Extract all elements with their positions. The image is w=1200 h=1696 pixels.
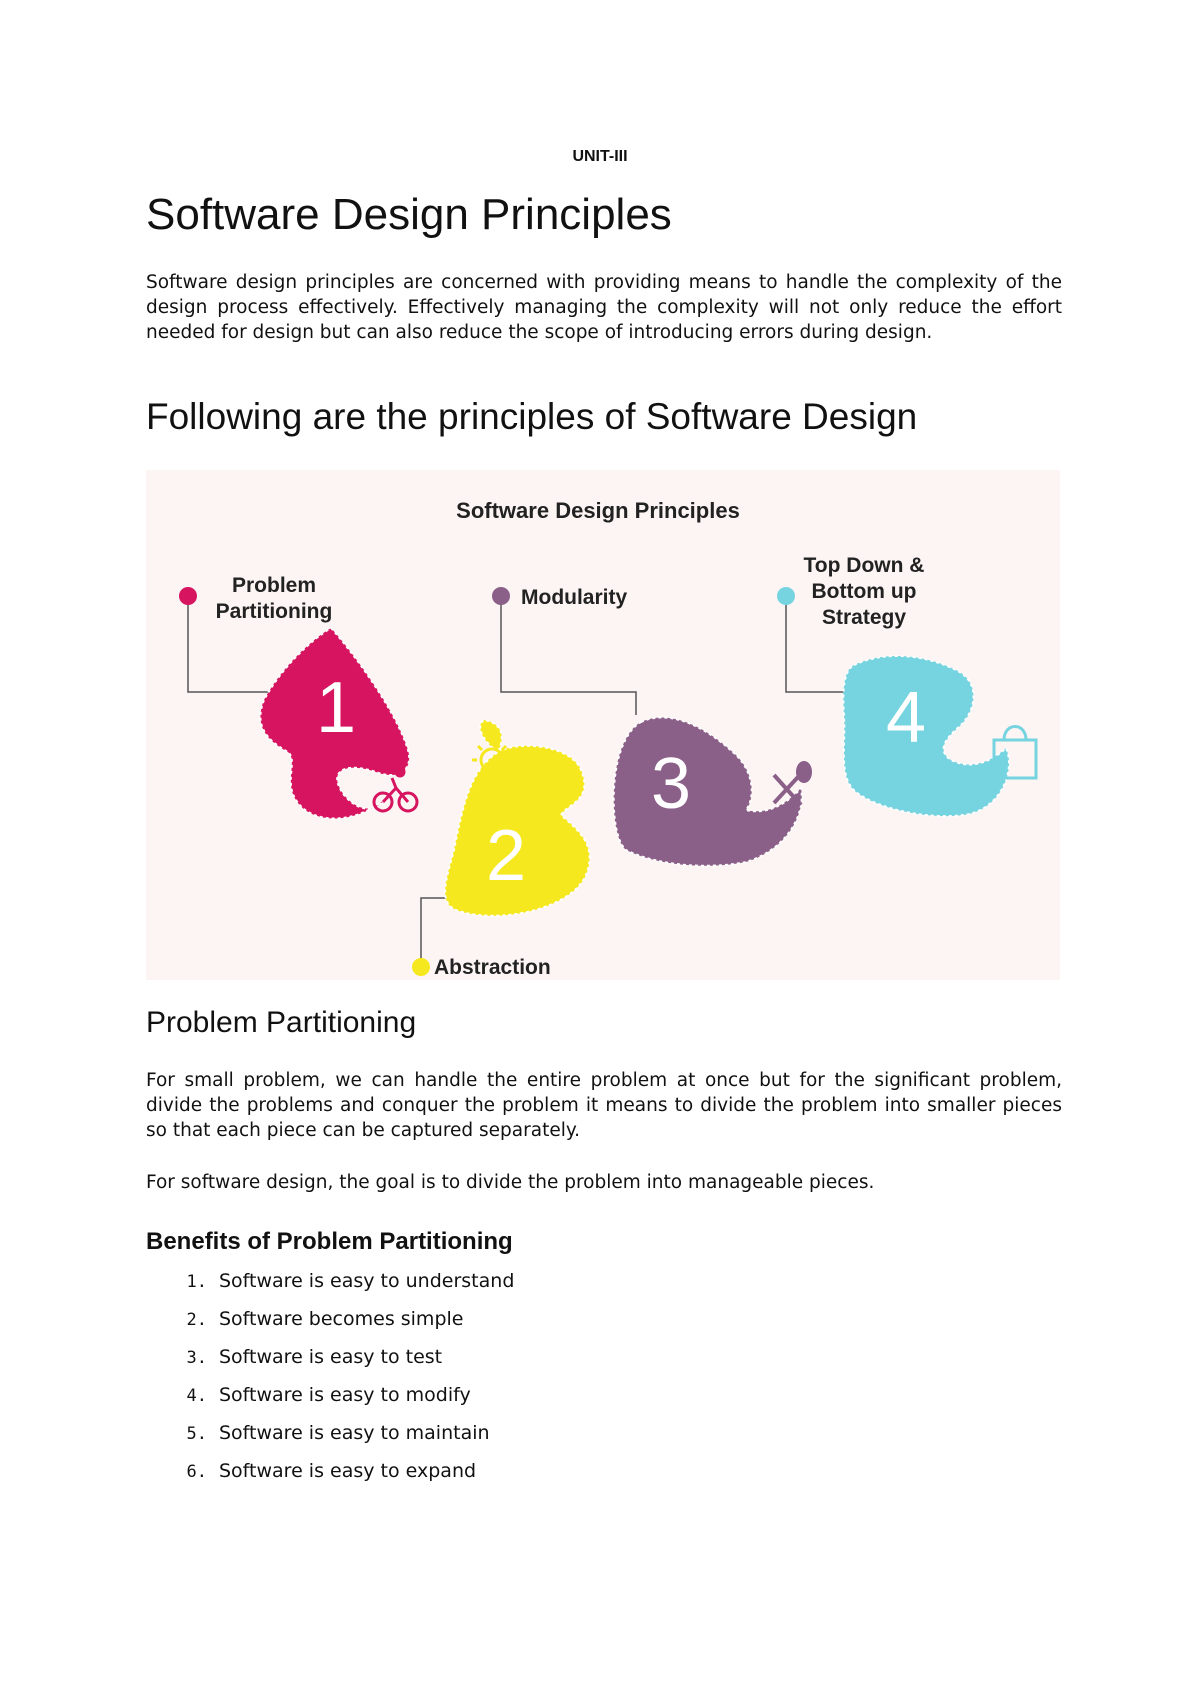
label-modularity: Modularity [521,586,628,609]
label-top-down-line2: Bottom up [811,580,917,603]
dot-3 [492,587,510,605]
section-heading: Following are the principles of Software Design [146,396,918,437]
list-item [146,1308,514,1346]
principles-figure [146,470,1060,980]
shape-1 [260,628,409,819]
benefits-heading: Benefits of Problem Partitioning [146,1228,513,1255]
principles-diagram [146,470,1060,980]
list-item-text: Software is easy to understand [219,1270,515,1292]
list-item-text: Software is easy to maintain [219,1422,490,1444]
list-item-number: 3. [186,1348,207,1368]
list-item-number: 2. [186,1310,207,1330]
shape-2-number: 2 [485,816,527,896]
label-abstraction: Abstraction [434,956,551,979]
connector-line-3 [501,596,636,715]
list-item [146,1460,514,1498]
list-item [146,1422,514,1460]
shape-4-number: 4 [885,678,927,758]
partitioning-paragraph-1: For small problem, we can handle the entire problem at once but for the significant problem, divide the problems and conquer the problem it means to divide the problem into smaller pieces so that each piece can be captured separately. [146,1070,1062,1141]
shape-1-number: 1 [315,668,357,748]
list-item-text: Software is easy to test [219,1346,443,1368]
partitioning-heading: Problem Partitioning [146,1006,417,1039]
figure-title: Software Design Principles [456,498,740,523]
page-title: Software Design Principles [146,190,672,239]
label-top-down-line3: Strategy [821,606,907,629]
unit-label: UNIT-III [572,148,628,165]
dot-4 [777,587,795,605]
label-problem-partitioning-line2: Partitioning [215,600,333,623]
list-item [146,1270,514,1308]
intro-paragraph: Software design principles are concerned with providing means to handle the complexity of the design process effectively. Effectively managing the complexity will not only reduce the effort needed for design but can also reduce the scope of introducing errors during design. [146,272,1062,343]
list-item-number: 1. [186,1272,207,1292]
dot-2 [412,958,430,976]
list-item-number: 5. [186,1424,207,1444]
partitioning-paragraph-2: For software design, the goal is to divide the problem into manageable pieces. [146,1172,875,1193]
label-top-down-line1: Top Down & [803,554,925,577]
label-problem-partitioning-line1: Problem [231,574,317,597]
dot-1 [179,587,197,605]
list-item-text: Software is easy to modify [219,1384,471,1406]
list-item-number: 6. [186,1462,207,1482]
benefits-list [146,1270,514,1498]
list-item-text: Software is easy to expand [219,1460,477,1482]
list-item-number: 4. [186,1386,207,1406]
shape-3-number: 3 [650,744,692,824]
list-item [146,1384,514,1422]
shape-4 [843,656,1009,816]
shape-2 [445,720,590,916]
list-item [146,1346,514,1384]
list-item-text: Software becomes simple [219,1308,464,1330]
shape-3 [614,717,802,865]
